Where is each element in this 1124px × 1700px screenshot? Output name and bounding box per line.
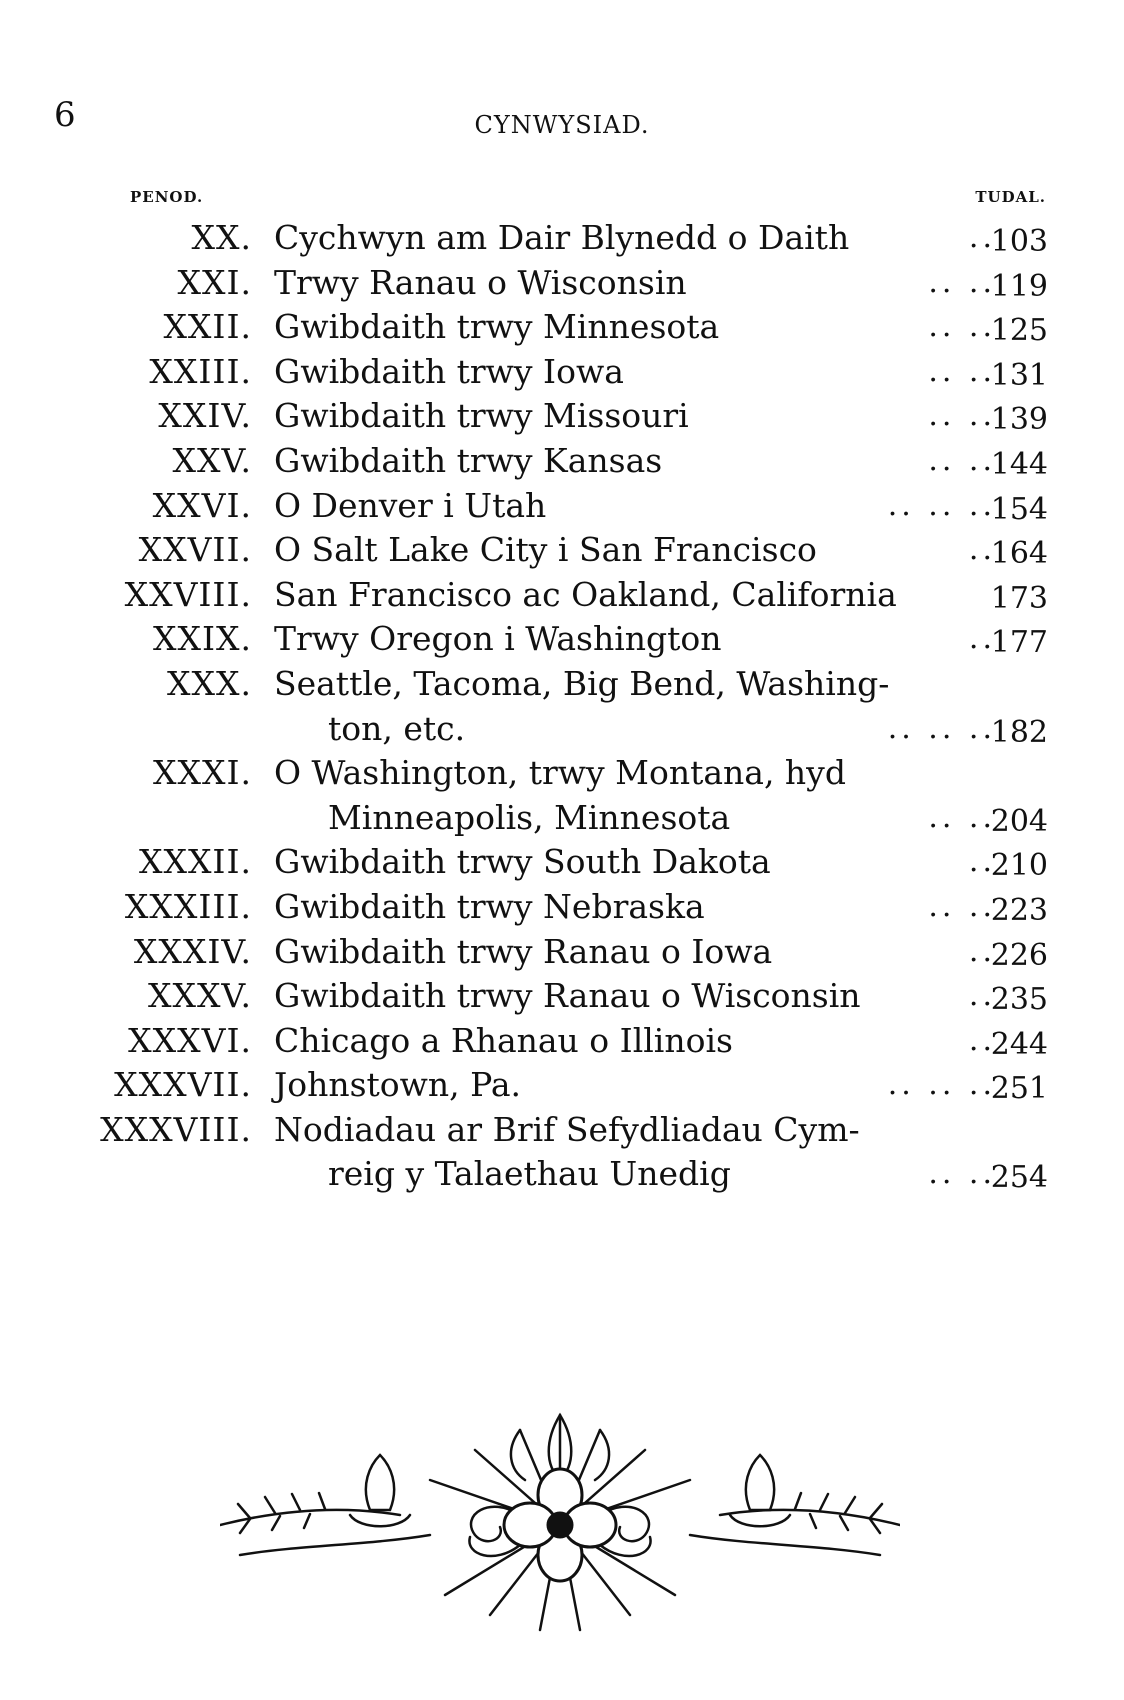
chapter-title: Johnstown, Pa.: [274, 1065, 522, 1105]
chapter-title: Gwibdaith trwy Iowa: [274, 351, 624, 391]
chapter-title: O Washington, trwy Montana, hyd: [274, 753, 846, 793]
toc-line-continuation: [0, 707, 1124, 752]
toc-line: [0, 840, 1124, 885]
chapter-title-continuation: ton, etc.: [328, 708, 466, 748]
chapter-page-number: 119: [990, 268, 1048, 304]
toc-entry: [0, 662, 1124, 751]
toc-entry: [0, 305, 1124, 350]
leader-dots: .. ..: [928, 264, 996, 300]
leader-dots: ..: [968, 220, 996, 255]
toc-line: [0, 261, 1124, 306]
toc-line-continuation: [0, 796, 1124, 841]
chapter-title: O Denver i Utah: [274, 485, 547, 525]
chapter-numeral: XXXI.: [152, 753, 252, 793]
chapter-page-number: 164: [990, 536, 1048, 572]
toc-line: [0, 305, 1124, 350]
toc-entry: [0, 573, 1124, 618]
chapter-title-continuation: reig y Talaethau Unedig: [328, 1154, 731, 1194]
chapter-numeral: XX.: [191, 218, 252, 257]
chapter-title: Trwy Oregon i Washington: [274, 619, 722, 659]
chapter-page-number: 154: [990, 491, 1048, 527]
toc-entry: [0, 751, 1124, 840]
table-of-contents: [0, 216, 1124, 1197]
chapter-title: Gwibdaith trwy Missouri: [274, 396, 689, 436]
chapter-numeral: XXXVI.: [128, 1020, 252, 1060]
page-column-header: TUDAL.: [975, 188, 1046, 206]
leader-dots: .. ..: [928, 398, 996, 434]
toc-entry: [0, 1108, 1124, 1197]
chapter-title: Trwy Ranau o Wisconsin: [274, 262, 687, 302]
chapter-numeral: XXII.: [163, 307, 252, 347]
chapter-page-number: 235: [990, 982, 1048, 1018]
chapter-numeral: XXIV.: [158, 396, 252, 436]
chapter-title: San Francisco ac Oakland, California: [274, 574, 897, 614]
toc-entry: [0, 350, 1124, 395]
chapter-numeral: XXXII.: [138, 842, 252, 882]
chapter-numeral: XXXIII.: [124, 886, 252, 926]
chapter-numeral: XXV.: [172, 440, 252, 480]
toc-line: [0, 930, 1124, 975]
chapter-title: Chicago a Rhanau o Illinois: [274, 1020, 733, 1060]
chapter-numeral: XXXIV.: [133, 931, 252, 971]
chapter-page-number: 244: [990, 1026, 1048, 1062]
toc-line: [0, 662, 1124, 707]
leader-dots: .. ..: [928, 799, 996, 835]
chapter-numeral: XXVII.: [138, 530, 252, 570]
toc-entry: [0, 261, 1124, 306]
chapter-numeral: XXI.: [177, 262, 252, 302]
chapter-title: Seattle, Tacoma, Big Bend, Washing-: [274, 663, 890, 703]
leader-dots: .. ..: [928, 888, 996, 924]
toc-line: [0, 1019, 1124, 1064]
toc-line-continuation: [0, 1152, 1124, 1197]
leader-dots: .. ..: [928, 353, 996, 389]
toc-line: [0, 439, 1124, 484]
chapter-page-number: 204: [990, 803, 1048, 839]
chapter-title: O Salt Lake City i San Francisco: [274, 530, 817, 570]
chapter-page-number: 226: [990, 937, 1048, 973]
toc-entry: [0, 885, 1124, 930]
leader-dots: ..: [968, 933, 996, 969]
toc-line: [0, 974, 1124, 1019]
leader-dots: .. .. ..: [887, 710, 996, 746]
leader-dots: .. ..: [928, 309, 996, 345]
chapter-title: Gwibdaith trwy Kansas: [274, 440, 663, 480]
leader-dots: .. .. ..: [887, 487, 996, 523]
chapter-column-header: PENOD.: [130, 188, 204, 206]
toc-line: [0, 885, 1124, 930]
toc-line: [0, 528, 1124, 573]
chapter-page-number: 139: [990, 402, 1048, 438]
chapter-page-number: 173: [990, 580, 1048, 616]
toc-entry: [0, 394, 1124, 439]
chapter-page-number: 144: [990, 446, 1048, 482]
chapter-page-number: 103: [990, 224, 1048, 259]
leader-dots: ..: [968, 844, 996, 880]
chapter-page-number: 223: [990, 892, 1048, 928]
chapter-numeral: XXXVIII.: [100, 1109, 252, 1149]
toc-entry: [0, 1019, 1124, 1064]
toc-entry: [0, 1063, 1124, 1108]
running-head: CYNWYSIAD.: [474, 111, 650, 139]
chapter-numeral: XXIII.: [149, 351, 252, 391]
toc-line: [0, 1108, 1124, 1153]
chapter-numeral: XXX.: [167, 663, 252, 703]
chapter-page-number: 131: [990, 357, 1048, 393]
toc-line: [0, 573, 1124, 618]
toc-line: [0, 617, 1124, 662]
toc-entry: [0, 974, 1124, 1019]
toc-line: [0, 484, 1124, 529]
chapter-numeral: XXXVII.: [114, 1065, 252, 1105]
toc-entry: [0, 528, 1124, 573]
toc-line: [0, 350, 1124, 395]
toc-entry: [0, 617, 1124, 662]
chapter-page-number: 182: [990, 714, 1048, 750]
chapter-page-number: 251: [990, 1071, 1048, 1107]
leader-dots: ..: [968, 621, 996, 657]
chapter-title: Gwibdaith trwy South Dakota: [274, 842, 771, 882]
chapter-title: Gwibdaith trwy Ranau o Iowa: [274, 931, 773, 971]
chapter-page-number: 210: [990, 848, 1048, 884]
leader-dots: .. .. ..: [887, 1067, 996, 1103]
leader-dots: ..: [968, 1022, 996, 1058]
page-number: 6: [54, 95, 76, 135]
chapter-title: Gwibdaith trwy Nebraska: [274, 886, 705, 926]
toc-entry: [0, 930, 1124, 975]
chapter-title: Gwibdaith trwy Ranau o Wisconsin: [274, 976, 861, 1016]
chapter-title-continuation: Minneapolis, Minnesota: [328, 797, 731, 837]
chapter-numeral: XXXV.: [147, 976, 252, 1016]
leader-dots: ..: [968, 978, 996, 1014]
chapter-numeral: XXVI.: [152, 485, 252, 525]
toc-entry: [0, 439, 1124, 484]
toc-line: [0, 1063, 1124, 1108]
chapter-page-number: 177: [990, 625, 1048, 661]
chapter-title: Cychwyn am Dair Blynedd o Daith: [274, 218, 850, 257]
toc-entry: [0, 216, 1124, 261]
floral-ornament-icon: [220, 1395, 900, 1645]
toc-line: [0, 216, 1124, 261]
chapter-page-number: 125: [990, 313, 1048, 349]
leader-dots: ..: [968, 532, 996, 568]
toc-entry: [0, 484, 1124, 529]
chapter-numeral: XXIX.: [152, 619, 252, 659]
leader-dots: .. ..: [928, 1156, 996, 1192]
chapter-page-number: 254: [990, 1160, 1048, 1196]
toc-entry: [0, 840, 1124, 885]
chapter-numeral: XXVIII.: [124, 574, 252, 614]
leader-dots: .. ..: [928, 442, 996, 478]
chapter-title: Gwibdaith trwy Minnesota: [274, 307, 720, 347]
chapter-title: Nodiadau ar Brif Sefydliadau Cym-: [274, 1109, 860, 1149]
toc-line: [0, 394, 1124, 439]
toc-line: [0, 751, 1124, 796]
